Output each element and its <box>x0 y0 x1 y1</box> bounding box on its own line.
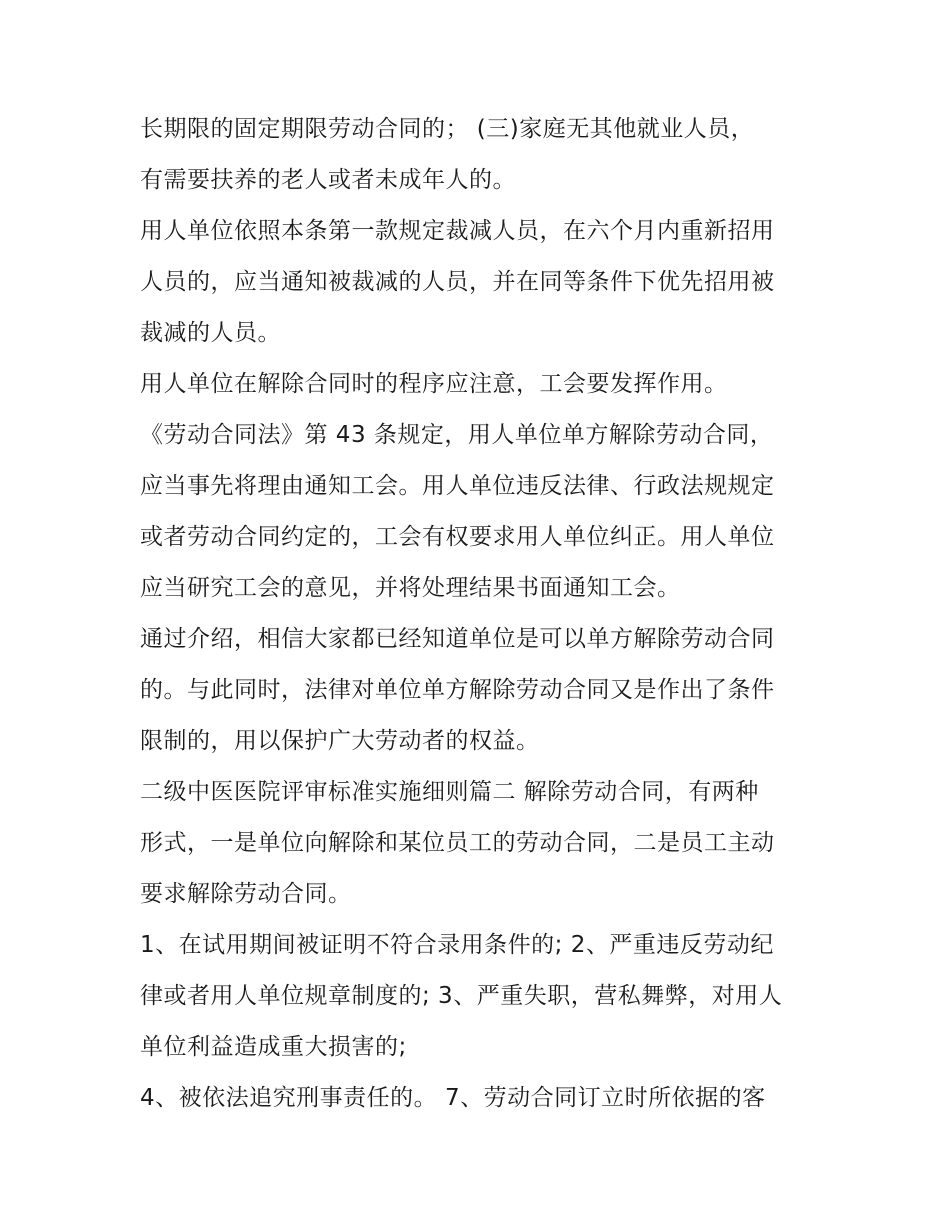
text-line: 人员的，应当通知被裁减的人员，并在同等条件下优先招用被 <box>140 269 775 295</box>
text-line: 4、被依法追究刑事责任的。 7、劳动合同订立时所依据的客 <box>140 1085 766 1111</box>
text-line: 形式，一是单位向解除和某位员工的劳动合同，二是员工主动 <box>140 830 775 856</box>
text-line: 《劳动合同法》第 43 条规定，用人单位单方解除劳动合同， <box>140 422 774 448</box>
text-line: 裁减的人员。 <box>140 320 281 346</box>
text-line: 应当研究工会的意见，并将处理结果书面通知工会。 <box>140 575 681 601</box>
text-line: 通过介绍，相信大家都已经知道单位是可以单方解除劳动合同 <box>140 626 775 652</box>
text-line: 或者劳动合同约定的，工会有权要求用人单位纠正。用人单位 <box>140 524 775 550</box>
text-line: 用人单位在解除合同时的程序应注意，工会要发挥作用。 <box>140 371 728 397</box>
text-line: 有需要扶养的老人或者未成年人的。 <box>140 167 516 193</box>
text-line: 单位利益造成重大损害的; <box>140 1034 407 1060</box>
text-line: 限制的，用以保护广大劳动者的权益。 <box>140 728 540 754</box>
text-line: 应当事先将理由通知工会。用人单位违反法律、行政法规规定 <box>140 473 775 499</box>
text-line: 长期限的固定期限劳动合同的； (三)家庭无其他就业人员， <box>140 116 755 142</box>
text-line: 律或者用人单位规章制度的; 3、严重失职，营私舞弊，对用人 <box>140 983 783 1009</box>
text-line: 的。与此同时，法律对单位单方解除劳动合同又是作出了条件 <box>140 677 775 703</box>
text-line: 要求解除劳动合同。 <box>140 881 352 907</box>
text-line: 用人单位依照本条第一款规定裁减人员，在六个月内重新招用 <box>140 218 775 244</box>
text-line: 二级中医医院评审标准实施细则篇二 解除劳动合同，有两种 <box>140 779 759 805</box>
text-line: 1、在试用期间被证明不符合录用条件的; 2、严重违反劳动纪 <box>140 932 774 958</box>
